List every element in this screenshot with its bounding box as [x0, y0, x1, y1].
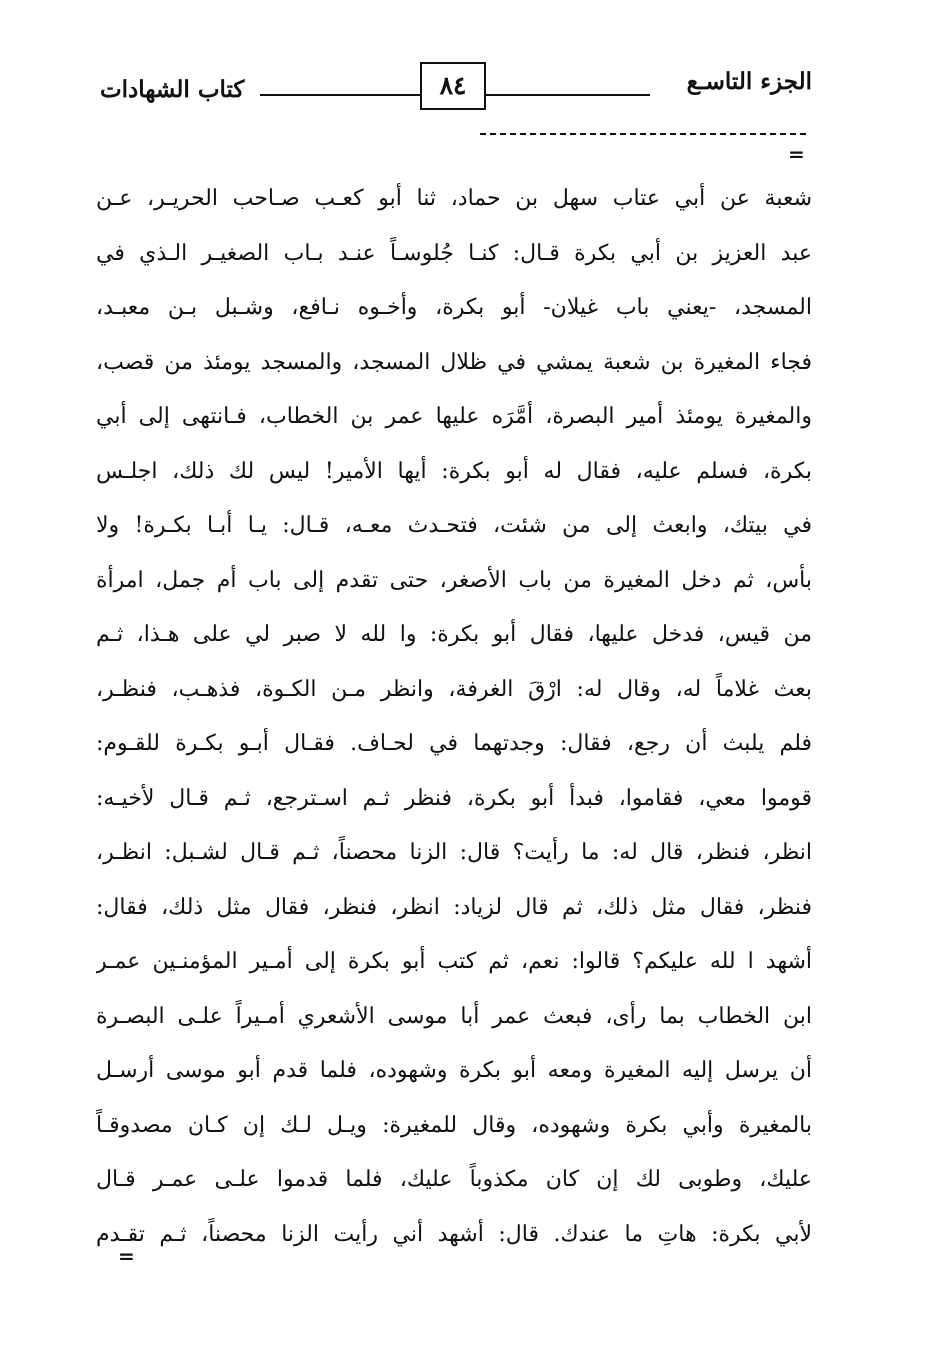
page-header — [100, 62, 812, 114]
text-line: قوموا معي، فقاموا، فبدأ أبو بكرة، فنظر ثـم اسـترجع، ثـم قـال لأخيـه: — [96, 785, 812, 811]
bottom-equals-mark: = — [118, 1244, 135, 1268]
text-line: من قيس، فدخل عليها، فقال أبو بكرة: وا لله لا صبر لي على هـذا، ثـم — [96, 622, 812, 647]
text-line: لأبي بكرة: هاتِ ما عندك. قال: أشهد أني رأيت الزنا محصناً، ثـم تقـدم — [96, 1221, 812, 1247]
header-rule-left — [260, 94, 420, 96]
text-line: انظر، فنظر، قال له: ما رأيت؟ قال: الزنا محصناً، ثـم قـال لشـبل: انظـر، — [96, 840, 812, 865]
dashed-separator — [480, 133, 806, 135]
text-line: فنظر، فقال مثل ذلك، ثم قال لزياد: انظر، فنظر، فقال مثل ذلك، فقال: — [96, 894, 812, 920]
text-line: في بيتك، وابعث إلى من شئت، فتحـدث معـه، قـال: يـا أبـا بكـرة! ولا — [96, 513, 812, 538]
book-title: كتاب الشهادات — [100, 76, 245, 103]
text-line: ابن الخطاب بما رأى، فبعث عمر أبا موسى الأشعري أمـيراً علـى البصـرة — [96, 1003, 812, 1029]
page-number: ٨٤ — [420, 62, 486, 110]
text-line: المسجد، -يعني باب غيلان- أبو بكرة، وأخـوه نـافع، وشـبل بـن معبـد، — [96, 295, 812, 320]
text-line: بعث غلاماً له، وقال له: ارْقَ الغرفة، وانظر مـن الكـوة، فذهـب، فنظـر، — [96, 676, 812, 702]
text-line: بكرة، فسلم عليه، فقال له أبو بكرة: أيها الأمير! ليس لك ذلك، اجلـس — [96, 458, 812, 484]
top-equals-mark: = — [788, 142, 805, 166]
header-rule-right — [486, 94, 650, 96]
text-line: عبد العزيز بن أبي بكرة قـال: كنـا جُلوسـاً عنـد بـاب الصغيـر الـذي في — [96, 240, 812, 266]
text-line: شعبة عن أبي عتاب سهل بن حماد، ثنا أبو كعـب صـاحب الحريـر، عـن — [96, 186, 812, 211]
text-line: بأس، ثم دخل المغيرة من باب الأصغر، حتى تقدم إلى باب أم جمل، امرأة — [96, 567, 812, 593]
text-line: فلم يلبث أن رجع، فقال: وجدتهما في لحـاف. فقـال أبـو بكـرة للقـوم: — [96, 731, 812, 756]
text-line: بالمغيرة وأبي بكرة وشهوده، وقال للمغيرة: ويـل لـك إن كـان مصدوقـاً — [96, 1112, 812, 1138]
text-line: أشهد ا لله عليكم؟ قالوا: نعم، ثم كتب أبو بكرة إلى أمـير المؤمنـين عمـر — [96, 949, 812, 974]
text-line: والمغيرة يومئذ أمير البصرة، أمَّرَه عليها عمر بن الخطاب، فـانتهى إلى أبي — [96, 404, 812, 429]
text-line: أن يرسل إليه المغيرة ومعه أبو بكرة وشهوده، فلما قدم أبو موسى أرسـل — [96, 1058, 812, 1083]
volume-label: الجزء التاسـع — [686, 68, 812, 95]
text-line: فجاء المغيرة بن شعبة يمشي في ظلال المسجد، والمسجد يومئذ من قصب، — [96, 349, 812, 375]
text-line: عليك، وطوبى لك إن كان مكذوباً عليك، فلما قدموا علـى عمـر قـال — [96, 1167, 812, 1192]
body-text — [96, 172, 812, 1262]
